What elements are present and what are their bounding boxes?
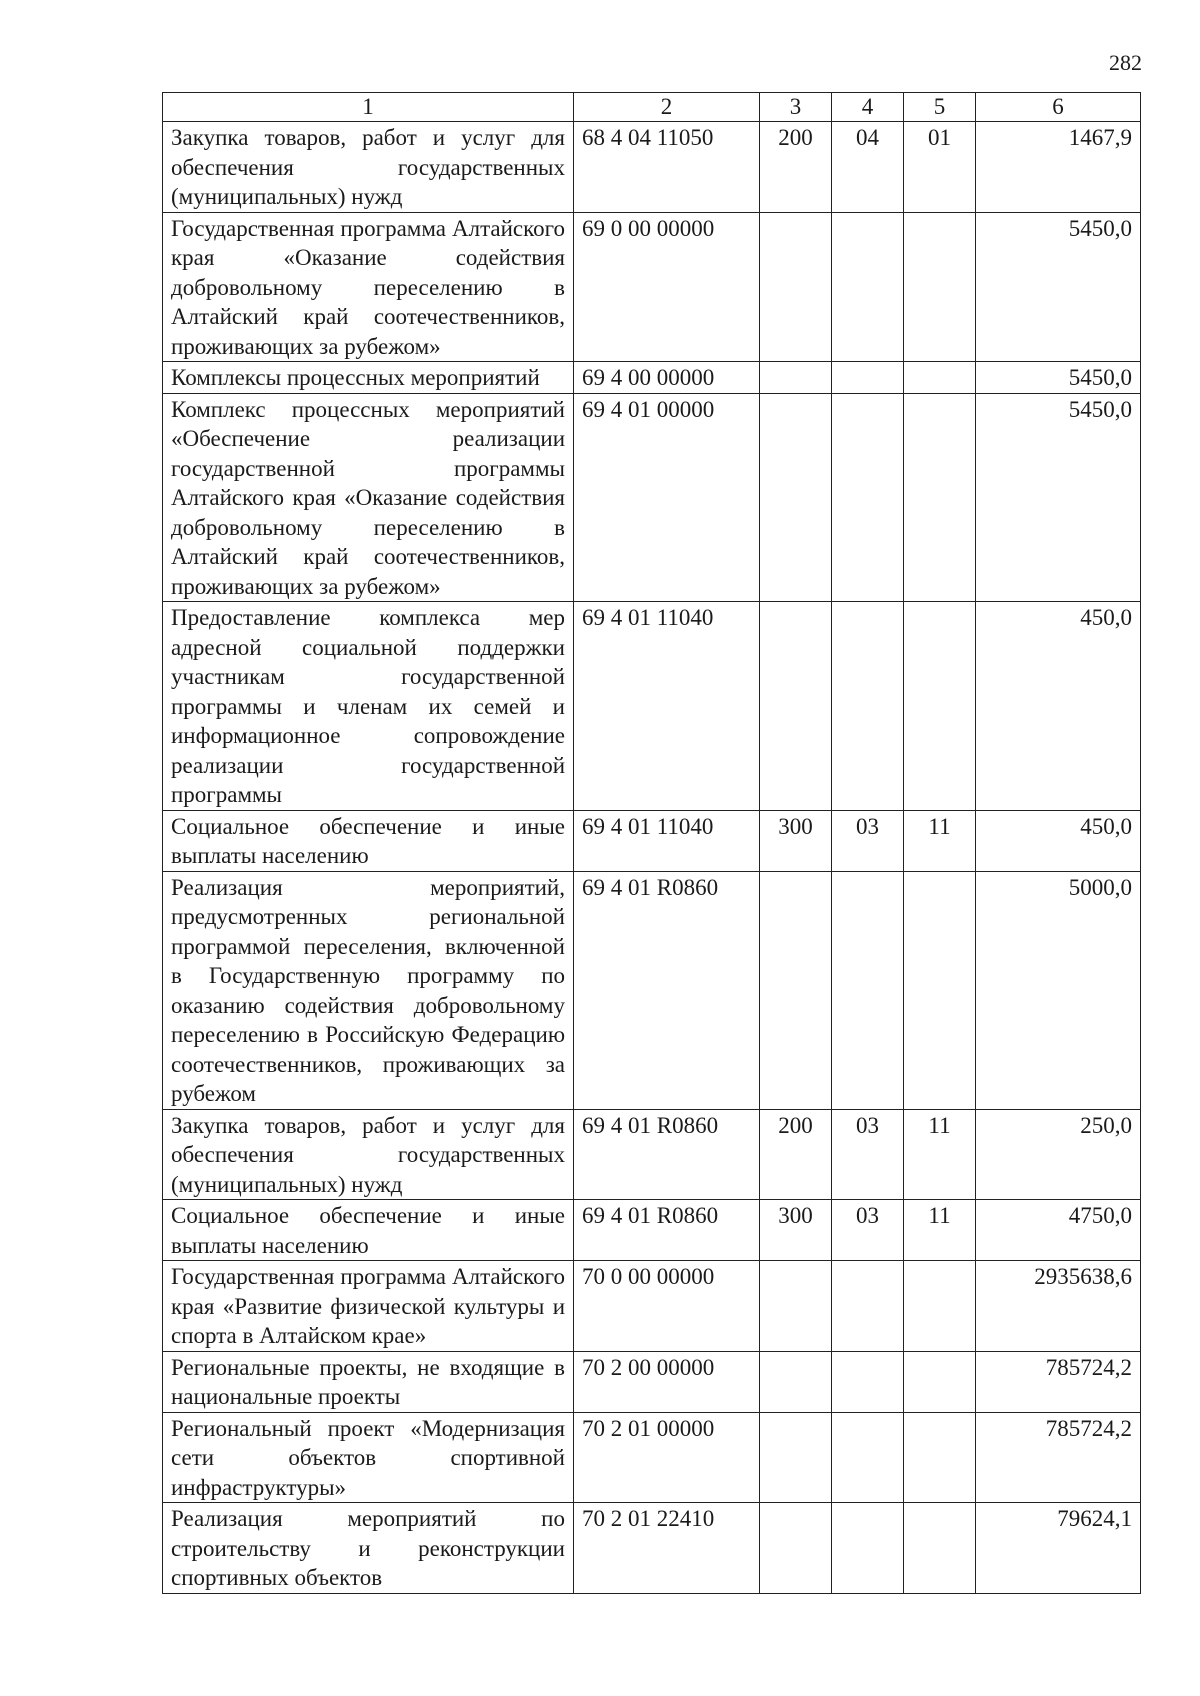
row-col-4 — [832, 212, 904, 362]
row-col-4 — [832, 1503, 904, 1594]
row-amount: 2935638,6 — [976, 1261, 1141, 1352]
row-col-5 — [904, 362, 976, 394]
row-code: 69 4 01 R0860 — [574, 1200, 760, 1261]
row-code: 70 2 01 00000 — [574, 1412, 760, 1503]
row-name: Закупка товаров, работ и услуг для обеспечения государственных (муниципальных) нужд — [163, 1109, 574, 1200]
row-name: Региональные проекты, не входящие в национальные проекты — [163, 1351, 574, 1412]
row-name: Социальное обеспечение и иные выплаты населению — [163, 810, 574, 871]
table-header — [163, 93, 1141, 122]
row-amount: 250,0 — [976, 1109, 1141, 1200]
table-row — [163, 1412, 1141, 1503]
row-code: 70 0 00 00000 — [574, 1261, 760, 1352]
row-col-4 — [832, 1351, 904, 1412]
row-name: Комплексы процессных мероприятий — [163, 362, 574, 394]
row-col-4 — [832, 362, 904, 394]
row-col-4: 03 — [832, 1200, 904, 1261]
row-col-4 — [832, 1261, 904, 1352]
row-col-4: 04 — [832, 122, 904, 213]
row-col-4 — [832, 1412, 904, 1503]
row-col-3 — [760, 602, 832, 811]
row-amount: 5450,0 — [976, 393, 1141, 602]
row-amount: 450,0 — [976, 602, 1141, 811]
row-col-5 — [904, 212, 976, 362]
row-code: 69 4 01 00000 — [574, 393, 760, 602]
row-col-3 — [760, 362, 832, 394]
row-col-3 — [760, 393, 832, 602]
row-col-3 — [760, 1503, 832, 1594]
row-col-5 — [904, 1503, 976, 1594]
row-amount: 4750,0 — [976, 1200, 1141, 1261]
header-col-5: 5 — [904, 93, 976, 122]
row-col-3: 300 — [760, 1200, 832, 1261]
header-col-2: 2 — [574, 93, 760, 122]
table-row — [163, 393, 1141, 602]
row-col-5 — [904, 871, 976, 1109]
row-code: 68 4 04 11050 — [574, 122, 760, 213]
row-amount: 5450,0 — [976, 362, 1141, 394]
row-col-5 — [904, 1261, 976, 1352]
row-col-3 — [760, 1351, 832, 1412]
row-col-5 — [904, 393, 976, 602]
row-amount: 450,0 — [976, 810, 1141, 871]
row-name: Региональный проект «Модернизация сети объектов спортивной инфраструктуры» — [163, 1412, 574, 1503]
row-code: 69 4 00 00000 — [574, 362, 760, 394]
table-row — [163, 1200, 1141, 1261]
table-row — [163, 810, 1141, 871]
row-name: Закупка товаров, работ и услуг для обеспечения государственных (муниципальных) нужд — [163, 122, 574, 213]
row-col-5 — [904, 1412, 976, 1503]
row-code: 69 0 00 00000 — [574, 212, 760, 362]
table-row — [163, 212, 1141, 362]
row-col-3: 200 — [760, 1109, 832, 1200]
row-col-4: 03 — [832, 810, 904, 871]
row-code: 69 4 01 11040 — [574, 602, 760, 811]
row-col-3 — [760, 1412, 832, 1503]
row-amount: 5000,0 — [976, 871, 1141, 1109]
page-number: 282 — [1109, 50, 1142, 75]
row-name: Комплекс процессных мероприятий «Обеспечение реализации государственной программы Алтайского края «Оказание содействия добровольному переселению в Алтайский край соотечественников, проживающих за рубежом» — [163, 393, 574, 602]
table-row — [163, 1503, 1141, 1594]
row-col-4 — [832, 602, 904, 811]
row-name: Реализация мероприятий по строительству и реконструкции спортивных объектов — [163, 1503, 574, 1594]
row-col-3 — [760, 1261, 832, 1352]
row-col-5: 01 — [904, 122, 976, 213]
header-col-6: 6 — [976, 93, 1141, 122]
row-code: 69 4 01 11040 — [574, 810, 760, 871]
row-col-4: 03 — [832, 1109, 904, 1200]
header-col-4: 4 — [832, 93, 904, 122]
row-col-3 — [760, 871, 832, 1109]
header-row — [163, 93, 1141, 122]
row-col-3 — [760, 212, 832, 362]
header-col-1: 1 — [163, 93, 574, 122]
row-amount: 785724,2 — [976, 1412, 1141, 1503]
row-name: Государственная программа Алтайского края «Развитие физической культуры и спорта в Алтайском крае» — [163, 1261, 574, 1352]
table-row — [163, 871, 1141, 1109]
header-col-3: 3 — [760, 93, 832, 122]
row-col-5: 11 — [904, 1109, 976, 1200]
row-name: Предоставление комплекса мер адресной социальной поддержки участникам государственной программы и членам их семей и информационное сопровождение реализации государственной программы — [163, 602, 574, 811]
row-col-5 — [904, 1351, 976, 1412]
table-row — [163, 1351, 1141, 1412]
table-row — [163, 362, 1141, 394]
row-amount: 785724,2 — [976, 1351, 1141, 1412]
row-code: 69 4 01 R0860 — [574, 871, 760, 1109]
row-col-3: 200 — [760, 122, 832, 213]
row-col-5: 11 — [904, 1200, 976, 1261]
table-row — [163, 1261, 1141, 1352]
row-col-5 — [904, 602, 976, 811]
row-col-3: 300 — [760, 810, 832, 871]
table-row — [163, 602, 1141, 811]
row-code: 70 2 00 00000 — [574, 1351, 760, 1412]
table-row — [163, 122, 1141, 213]
row-amount: 5450,0 — [976, 212, 1141, 362]
table-body — [163, 122, 1141, 1594]
budget-table — [162, 92, 1141, 1594]
row-name: Социальное обеспечение и иные выплаты населению — [163, 1200, 574, 1261]
row-code: 70 2 01 22410 — [574, 1503, 760, 1594]
row-amount: 79624,1 — [976, 1503, 1141, 1594]
row-col-5: 11 — [904, 810, 976, 871]
row-name: Реализация мероприятий, предусмотренных региональной программой переселения, включенной в Государственную программу по оказанию содействия добровольному переселению в Российскую Федерацию соотечественников, проживающих за рубежом — [163, 871, 574, 1109]
row-amount: 1467,9 — [976, 122, 1141, 213]
row-col-4 — [832, 871, 904, 1109]
row-col-4 — [832, 393, 904, 602]
row-code: 69 4 01 R0860 — [574, 1109, 760, 1200]
row-name: Государственная программа Алтайского края «Оказание содействия добровольному переселению в Алтайский край соотечественников, проживающих за рубежом» — [163, 212, 574, 362]
table-row — [163, 1109, 1141, 1200]
